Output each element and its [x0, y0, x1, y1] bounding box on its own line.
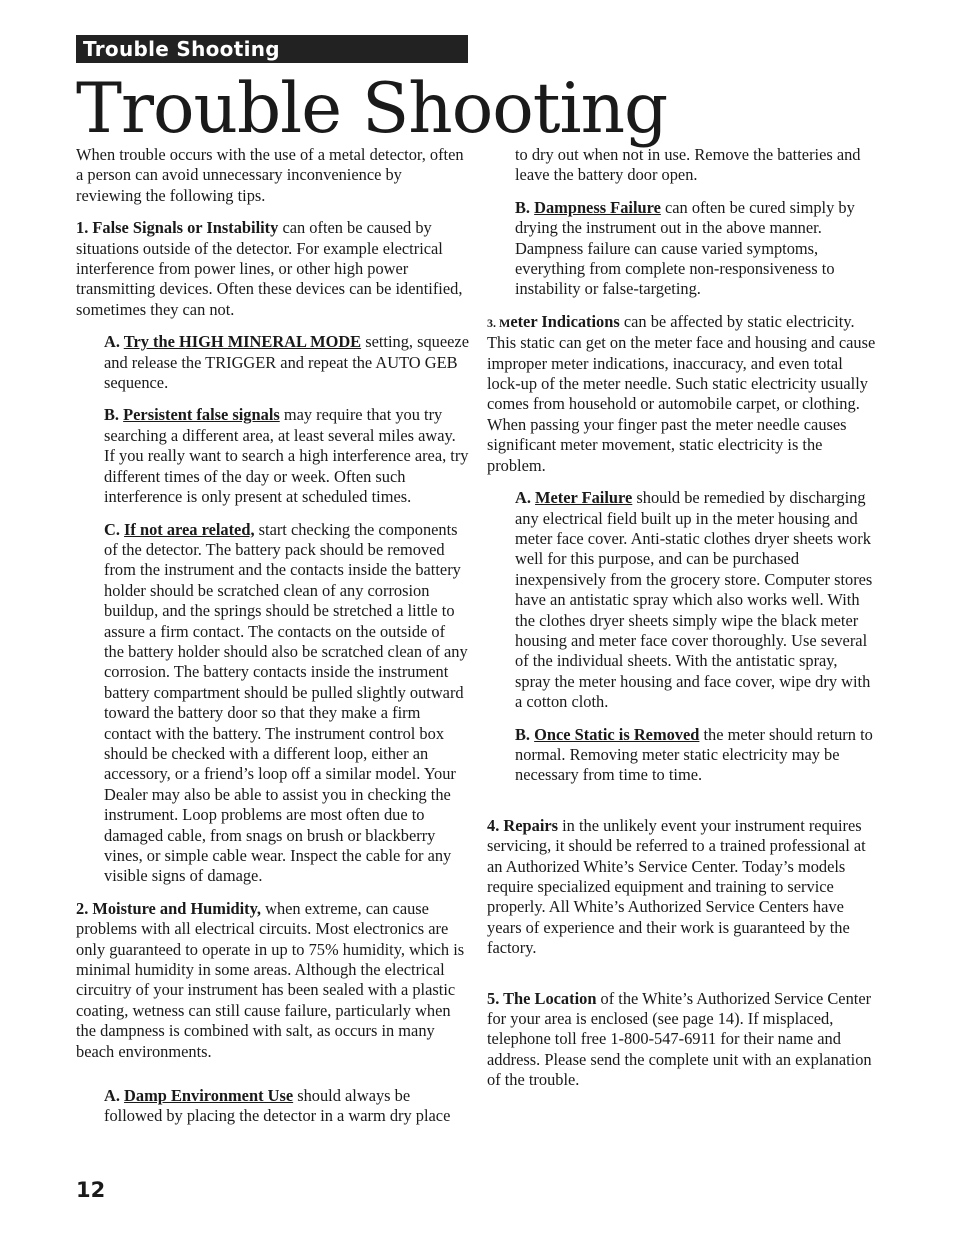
page-title: Trouble Shooting	[76, 69, 668, 149]
page-number: 12	[76, 1178, 106, 1202]
section-2-heading: 2. Moisture and Humidity,	[76, 898, 262, 918]
tip-1a: A. Try the HIGH MINERAL MODE setting, squeeze and release the TRIGGER and repeat the AUTO GEB sequence.	[104, 332, 469, 393]
section-header-label: Trouble Shooting	[83, 37, 280, 61]
right-column	[487, 145, 877, 1103]
section-4-heading: 4. Repairs	[487, 815, 559, 835]
tip-3a: A. Meter Failure should be remedied by discharging any electrical field built up in the meter housing and meter face cover. Anti-static clothes dryer sheets work well for this purpose, and can be purchased inexpensively from the grocery store. Computer stores have an antistatic spray which also works well. With the clothes dryer sheets simply wipe the black meter housing and meter face cover thoroughly. Use several of the individual sheets. With the antistatic spray, spray the meter housing and face cover, wipe dry with a cotton cloth.	[515, 488, 873, 712]
intro-paragraph: When trouble occurs with the use of a metal detector, often a person can avoid unnecessary inconvenience by reviewing the following tips.	[76, 145, 464, 205]
section-header-bar	[76, 35, 468, 63]
section-4-paragraph: 4. Repairs in the unlikely event your instrument requires servicing, it should be referred to a trained professional at an Authorized White’s Service Center. Today’s models require specialized equipment and training to service properly. All White’s Authorized Service Centers have years of experience and their work is guaranteed by the factory.	[487, 815, 866, 958]
section-5-paragraph: 5. The Location of the White’s Authorized Service Center for your area is enclosed (see page 14). If misplaced, telephone toll free 1-800-547-6911 for their name and address. Please send the complete unit with an explanation of the trouble.	[487, 988, 872, 1090]
tip-3b: B. Once Static is Removed the meter should return to normal. Removing meter static electricity may be necessary from time to time.	[515, 724, 873, 785]
section-5-heading: 5. The Location	[487, 988, 597, 1008]
section-3-paragraph: 3. Meter Indications can be affected by static electricity. This static can get on the meter face and housing and cause improper meter indications, inaccuracy, and even total lock-up of the meter needle. Such static electricity usually comes from household or automobile carpet, or clothing. When passing your finger past the meter needle causes significant meter movement, static electricity is the problem.	[487, 311, 876, 475]
tip-1c: C. If not area related, start checking the components of the detector. The battery pack should be removed from the instrument and the contacts inside the battery holder should be scratched clean of any corrosion buildup, and the springs should be stretched a little to assure a firm contact. The contacts on the outside of the battery holder should also be scratched clean of any corrosion. The battery contacts inside the instrument battery compartment should be pulled slightly outward toward the battery door so that they make a firm contact with the battery. The instrument control box should be checked with a different loop, either an accessory, or a friend’s loop off a similar model. Your Dealer may also be able to assist you in checking the instrument. Loop problems are most often due to damaged cable, from snags on brush or blackberry vines, or simple cable wear. Inspect the cable for any visible signs of damage.	[104, 519, 468, 886]
tip-2a: A. Damp Environment Use should always be followed by placing the detector in a warm dry place	[104, 1086, 451, 1126]
left-column	[76, 145, 469, 1139]
section-1-heading: 1. False Signals or Instability	[76, 218, 279, 238]
tip-2b: B. Dampness Failure can often be cured simply by drying the instrument out in the above manner. Dampness failure can cause varied symptoms, everything from complete non-responsiveness to instability or false-targeting.	[515, 197, 855, 299]
section-1-paragraph: 1. False Signals or Instability can often be caused by situations outside of the detector. For example electrical interference from power lines, or other high power transmitting devices. Often these devices can be identified, sometimes they can not.	[76, 218, 463, 319]
tip-2a-continued: to dry out when not in use. Remove the batteries and leave the battery door open.	[515, 145, 861, 185]
section-3-heading: eter Indications	[510, 311, 620, 331]
section-2-paragraph: 2. Moisture and Humidity, when extreme, can cause problems with all electrical circuits. Most electronics are only guaranteed to operate in up to 75% humidity, which is minimal humidity in some areas. Although the electrical circuitry of your instrument has been sealed with a plastic coating, wetness can still cause failure, particularly when the dampness is combined with salt, as occurs in many beach environments.	[76, 898, 465, 1061]
tip-1b: B. Persistent false signals may require that you try searching a different area, at least several miles away. If you really want to search a high interference area, try different times of the day or week. Often such interference is only present at scheduled times.	[104, 405, 469, 507]
